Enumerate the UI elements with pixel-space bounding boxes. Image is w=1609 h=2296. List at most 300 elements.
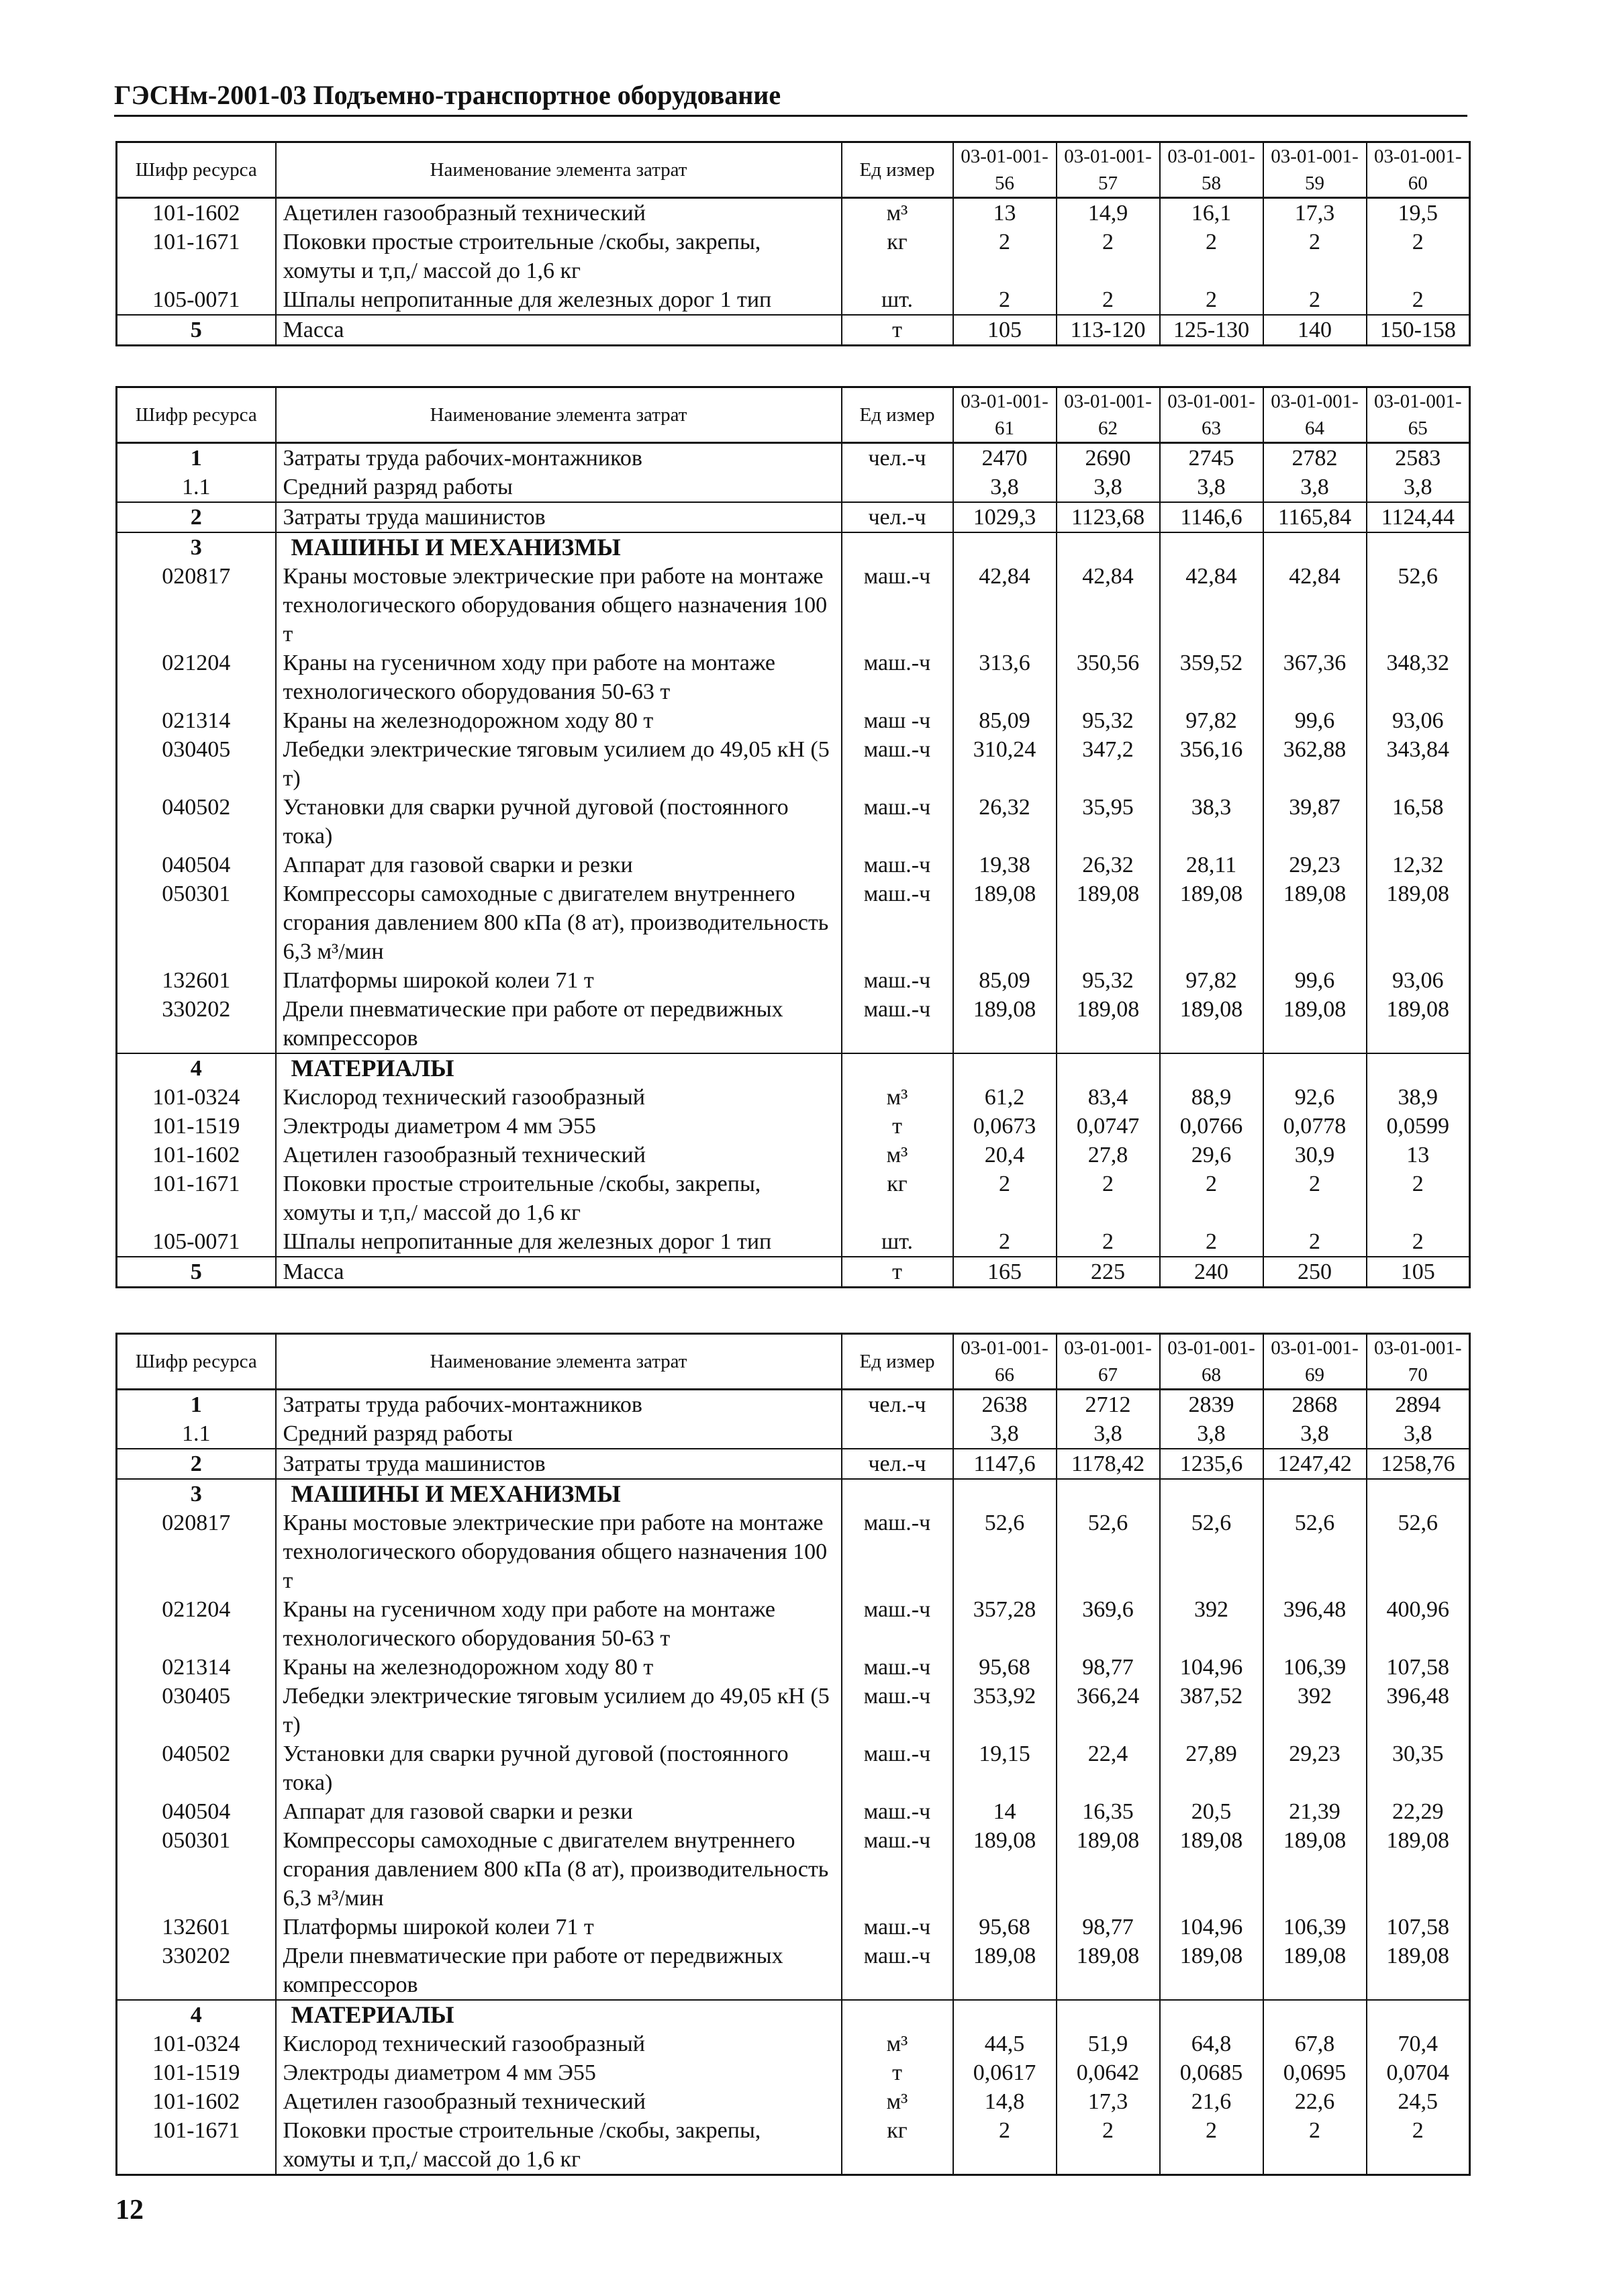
value-cell: 2 xyxy=(1057,285,1160,315)
value-cell xyxy=(1263,1053,1367,1083)
value-cell: 42,84 xyxy=(1057,562,1160,649)
table-row xyxy=(117,1449,1470,1479)
cost-item-name: Ацетилен газообразный технический xyxy=(276,1141,842,1169)
resource-code: 101-1519 xyxy=(117,1112,276,1141)
value-cell: 1124,44 xyxy=(1367,502,1470,532)
value-cell: 70,4 xyxy=(1367,2029,1470,2058)
header-code: Шифр ресурса xyxy=(117,1334,276,1390)
value-cell: 17,3 xyxy=(1057,2087,1160,2116)
table-row xyxy=(117,1797,1470,1826)
value-cell: 225 xyxy=(1057,1257,1160,1288)
value-cell: 189,08 xyxy=(1263,879,1367,966)
resource-code: 101-1602 xyxy=(117,1141,276,1169)
cost-item-name: Затраты труда машинистов xyxy=(276,502,842,532)
value-cell: 2 xyxy=(1367,228,1470,285)
value-cell: 19,38 xyxy=(953,851,1057,879)
resource-code: 101-1602 xyxy=(117,2087,276,2116)
value-cell: 1247,42 xyxy=(1263,1449,1367,1479)
value-cell: 52,6 xyxy=(1160,1509,1263,1595)
unit-of-measure: маш -ч xyxy=(842,706,953,735)
value-cell: 2 xyxy=(1263,1227,1367,1257)
value-cell: 0,0673 xyxy=(953,1112,1057,1141)
resource-code: 021204 xyxy=(117,1595,276,1653)
value-cell: 2 xyxy=(1057,1227,1160,1257)
value-cell: 0,0617 xyxy=(953,2058,1057,2087)
value-cell: 98,77 xyxy=(1057,1653,1160,1682)
resource-code: 1 xyxy=(117,443,276,473)
cost-item-name: Краны на гусеничном ходу при работе на монтаже технологического оборудования 50-63 т xyxy=(276,649,842,706)
unit-of-measure: маш.-ч xyxy=(842,879,953,966)
table-row xyxy=(117,1595,1470,1653)
value-cell: 104,96 xyxy=(1160,1653,1263,1682)
value-cell: 2894 xyxy=(1367,1390,1470,1420)
value-cell: 189,08 xyxy=(1367,879,1470,966)
value-cell xyxy=(1367,2000,1470,2029)
value-cell: 106,39 xyxy=(1263,1913,1367,1942)
value-cell: 2 xyxy=(1367,1169,1470,1227)
value-cell: 64,8 xyxy=(1160,2029,1263,2058)
value-cell: 189,08 xyxy=(953,1942,1057,2000)
value-cell: 26,32 xyxy=(953,793,1057,851)
resource-code: 050301 xyxy=(117,1826,276,1913)
unit-of-measure: м³ xyxy=(842,1141,953,1169)
header-col-code: 03-01-001-70 xyxy=(1367,1334,1470,1390)
table-row xyxy=(117,1913,1470,1942)
resource-code: 105-0071 xyxy=(117,1227,276,1257)
value-cell: 1235,6 xyxy=(1160,1449,1263,1479)
value-cell: 2 xyxy=(1057,228,1160,285)
resource-code: 2 xyxy=(117,1449,276,1479)
table-row xyxy=(117,1390,1470,1420)
value-cell: 392 xyxy=(1263,1682,1367,1739)
value-cell: 2 xyxy=(953,228,1057,285)
value-cell: 20,5 xyxy=(1160,1797,1263,1826)
unit-of-measure: шт. xyxy=(842,285,953,315)
value-cell: 2 xyxy=(1263,285,1367,315)
cost-item-name: Дрели пневматические при работе от передвижных компрессоров xyxy=(276,1942,842,2000)
cost-table-3 xyxy=(115,1333,1471,2176)
unit-of-measure: маш.-ч xyxy=(842,1595,953,1653)
unit-of-measure: м³ xyxy=(842,1083,953,1112)
value-cell: 1123,68 xyxy=(1057,502,1160,532)
resource-code: 1.1 xyxy=(117,1419,276,1449)
value-cell: 347,2 xyxy=(1057,735,1160,793)
resource-code: 3 xyxy=(117,532,276,562)
value-cell: 350,56 xyxy=(1057,649,1160,706)
value-cell: 2 xyxy=(1367,285,1470,315)
value-cell: 189,08 xyxy=(1263,1826,1367,1913)
value-cell: 150-158 xyxy=(1367,315,1470,346)
value-cell: 52,6 xyxy=(953,1509,1057,1595)
value-cell: 348,32 xyxy=(1367,649,1470,706)
cost-item-name: Ацетилен газообразный технический xyxy=(276,198,842,228)
unit-of-measure: чел.-ч xyxy=(842,1390,953,1420)
value-cell: 3,8 xyxy=(1263,1419,1367,1449)
cost-table-1 xyxy=(115,141,1471,346)
header-unit: Ед измер xyxy=(842,387,953,443)
resource-code: 101-1602 xyxy=(117,198,276,228)
table-row xyxy=(117,2087,1470,2116)
value-cell: 0,0642 xyxy=(1057,2058,1160,2087)
cost-item-name: Кислород технический газообразный xyxy=(276,2029,842,2058)
unit-of-measure: маш.-ч xyxy=(842,793,953,851)
value-cell: 52,6 xyxy=(1367,1509,1470,1595)
value-cell: 2 xyxy=(1160,2116,1263,2175)
unit-of-measure xyxy=(842,1053,953,1083)
resource-code: 020817 xyxy=(117,1509,276,1595)
resource-code: 5 xyxy=(117,1257,276,1288)
value-cell: 29,23 xyxy=(1263,1739,1367,1797)
value-cell: 16,58 xyxy=(1367,793,1470,851)
value-cell: 366,24 xyxy=(1057,1682,1160,1739)
value-cell: 1258,76 xyxy=(1367,1449,1470,1479)
value-cell: 38,9 xyxy=(1367,1083,1470,1112)
value-cell: 105 xyxy=(1367,1257,1470,1288)
header-col-code: 03-01-001-66 xyxy=(953,1334,1057,1390)
cost-item-name: Краны на железнодорожном ходу 80 т xyxy=(276,706,842,735)
unit-of-measure: чел.-ч xyxy=(842,443,953,473)
value-cell: 343,84 xyxy=(1367,735,1470,793)
value-cell: 310,24 xyxy=(953,735,1057,793)
value-cell: 313,6 xyxy=(953,649,1057,706)
resource-code: 021314 xyxy=(117,706,276,735)
value-cell: 44,5 xyxy=(953,2029,1057,2058)
value-cell: 29,6 xyxy=(1160,1141,1263,1169)
unit-of-measure: кг xyxy=(842,2116,953,2175)
value-cell: 98,77 xyxy=(1057,1913,1160,1942)
value-cell: 13 xyxy=(953,198,1057,228)
unit-of-measure: м³ xyxy=(842,198,953,228)
value-cell: 2 xyxy=(953,2116,1057,2175)
value-cell: 2 xyxy=(1057,2116,1160,2175)
table-row xyxy=(117,562,1470,649)
value-cell xyxy=(1160,1053,1263,1083)
table-row xyxy=(117,1141,1470,1169)
table-row xyxy=(117,1826,1470,1913)
value-cell: 189,08 xyxy=(1263,1942,1367,2000)
unit-of-measure xyxy=(842,1479,953,1509)
value-cell: 19,5 xyxy=(1367,198,1470,228)
value-cell: 12,32 xyxy=(1367,851,1470,879)
value-cell: 189,08 xyxy=(1160,1942,1263,2000)
value-cell: 105 xyxy=(953,315,1057,346)
value-cell: 189,08 xyxy=(953,879,1057,966)
unit-of-measure: маш.-ч xyxy=(842,851,953,879)
resource-code: 020817 xyxy=(117,562,276,649)
table-row xyxy=(117,851,1470,879)
value-cell: 2470 xyxy=(953,443,1057,473)
value-cell: 2 xyxy=(1160,1169,1263,1227)
value-cell: 85,09 xyxy=(953,966,1057,995)
cost-item-name: Краны мостовые электрические при работе на монтаже технологического оборудования общего назначения 100 т xyxy=(276,562,842,649)
table-row xyxy=(117,649,1470,706)
table-row xyxy=(117,966,1470,995)
value-cell: 95,68 xyxy=(953,1653,1057,1682)
value-cell: 88,9 xyxy=(1160,1083,1263,1112)
unit-of-measure: чел.-ч xyxy=(842,1449,953,1479)
unit-of-measure: шт. xyxy=(842,1227,953,1257)
page-header: ГЭСНм-2001-03 Подъемно-транспортное оборудование xyxy=(114,79,1467,117)
value-cell: 1146,6 xyxy=(1160,502,1263,532)
value-cell xyxy=(953,1053,1057,1083)
value-cell: 3,8 xyxy=(1367,473,1470,502)
header-name: Наименование элемента затрат xyxy=(276,1334,842,1390)
value-cell: 2712 xyxy=(1057,1390,1160,1420)
value-cell: 189,08 xyxy=(1057,1942,1160,2000)
value-cell: 0,0747 xyxy=(1057,1112,1160,1141)
value-cell: 2 xyxy=(1263,2116,1367,2175)
value-cell: 189,08 xyxy=(1367,1826,1470,1913)
cost-item-name: Краны на гусеничном ходу при работе на монтаже технологического оборудования 50-63 т xyxy=(276,1595,842,1653)
header-col-code: 03-01-001-67 xyxy=(1057,1334,1160,1390)
table-row xyxy=(117,735,1470,793)
value-cell xyxy=(953,1479,1057,1509)
value-cell: 353,92 xyxy=(953,1682,1057,1739)
unit-of-measure: т xyxy=(842,315,953,346)
value-cell: 362,88 xyxy=(1263,735,1367,793)
resource-code: 050301 xyxy=(117,879,276,966)
value-cell: 2 xyxy=(1160,1227,1263,1257)
value-cell xyxy=(1057,1053,1160,1083)
header-unit: Ед измер xyxy=(842,142,953,198)
value-cell xyxy=(1263,2000,1367,2029)
table-row xyxy=(117,502,1470,532)
cost-item-name: Установки для сварки ручной дуговой (постоянного тока) xyxy=(276,1739,842,1797)
unit-of-measure: кг xyxy=(842,1169,953,1227)
value-cell: 35,95 xyxy=(1057,793,1160,851)
value-cell: 359,52 xyxy=(1160,649,1263,706)
cost-item-name: Средний разряд работы xyxy=(276,473,842,502)
resource-code: 040502 xyxy=(117,793,276,851)
unit-of-measure: т xyxy=(842,1112,953,1141)
table-row xyxy=(117,1419,1470,1449)
value-cell: 26,32 xyxy=(1057,851,1160,879)
cost-item-name: Краны на железнодорожном ходу 80 т xyxy=(276,1653,842,1682)
value-cell: 2638 xyxy=(953,1390,1057,1420)
cost-item-name: Аппарат для газовой сварки и резки xyxy=(276,1797,842,1826)
value-cell: 21,39 xyxy=(1263,1797,1367,1826)
value-cell: 140 xyxy=(1263,315,1367,346)
cost-item-name: Компрессоры самоходные с двигателем внутреннего сгорания давлением 800 кПа (8 ат), производительность 6,3 м³/мин xyxy=(276,1826,842,1913)
value-cell: 27,8 xyxy=(1057,1141,1160,1169)
value-cell: 189,08 xyxy=(1367,1942,1470,2000)
value-cell: 17,3 xyxy=(1263,198,1367,228)
value-cell: 369,6 xyxy=(1057,1595,1160,1653)
table-row xyxy=(117,228,1470,285)
value-cell: 392 xyxy=(1160,1595,1263,1653)
value-cell: 0,0766 xyxy=(1160,1112,1263,1141)
section-title: МАТЕРИАЛЫ xyxy=(276,1053,842,1083)
cost-item-name: Электроды диаметром 4 мм Э55 xyxy=(276,2058,842,2087)
resource-code: 1.1 xyxy=(117,473,276,502)
value-cell: 2839 xyxy=(1160,1390,1263,1420)
value-cell: 28,11 xyxy=(1160,851,1263,879)
header-unit: Ед измер xyxy=(842,1334,953,1390)
value-cell: 95,32 xyxy=(1057,966,1160,995)
unit-of-measure: маш.-ч xyxy=(842,1797,953,1826)
cost-item-name: Краны мостовые электрические при работе на монтаже технологического оборудования общего назначения 100 т xyxy=(276,1509,842,1595)
value-cell: 29,23 xyxy=(1263,851,1367,879)
value-cell xyxy=(1367,1053,1470,1083)
value-cell: 38,3 xyxy=(1160,793,1263,851)
resource-code: 101-0324 xyxy=(117,2029,276,2058)
value-cell: 189,08 xyxy=(1263,995,1367,1053)
table-row xyxy=(117,1653,1470,1682)
resource-code: 030405 xyxy=(117,735,276,793)
cost-item-name: Масса xyxy=(276,315,842,346)
value-cell: 1147,6 xyxy=(953,1449,1057,1479)
cost-item-name: Электроды диаметром 4 мм Э55 xyxy=(276,1112,842,1141)
unit-of-measure: м³ xyxy=(842,2029,953,2058)
value-cell xyxy=(1160,2000,1263,2029)
unit-of-measure: т xyxy=(842,1257,953,1288)
cost-item-name: Ацетилен газообразный технический xyxy=(276,2087,842,2116)
value-cell: 367,36 xyxy=(1263,649,1367,706)
value-cell: 30,9 xyxy=(1263,1141,1367,1169)
value-cell: 97,82 xyxy=(1160,706,1263,735)
table-row xyxy=(117,706,1470,735)
unit-of-measure: маш.-ч xyxy=(842,1653,953,1682)
value-cell: 189,08 xyxy=(1160,879,1263,966)
value-cell: 14 xyxy=(953,1797,1057,1826)
table-row xyxy=(117,1509,1470,1595)
value-cell: 3,8 xyxy=(1367,1419,1470,1449)
header-col-code: 03-01-001-62 xyxy=(1057,387,1160,443)
section-title: МАТЕРИАЛЫ xyxy=(276,2000,842,2029)
value-cell: 3,8 xyxy=(1263,473,1367,502)
value-cell: 14,8 xyxy=(953,2087,1057,2116)
resource-code: 5 xyxy=(117,315,276,346)
value-cell: 30,35 xyxy=(1367,1739,1470,1797)
resource-code: 101-1671 xyxy=(117,228,276,285)
cost-item-name: Лебедки электрические тяговым усилием до 49,05 кН (5 т) xyxy=(276,735,842,793)
value-cell: 20,4 xyxy=(953,1141,1057,1169)
value-cell xyxy=(953,2000,1057,2029)
value-cell: 357,28 xyxy=(953,1595,1057,1653)
cost-item-name: Лебедки электрические тяговым усилием до 49,05 кН (5 т) xyxy=(276,1682,842,1739)
value-cell: 165 xyxy=(953,1257,1057,1288)
table-header-row xyxy=(117,142,1470,198)
table-row xyxy=(117,315,1470,346)
cost-item-name: Масса xyxy=(276,1257,842,1288)
cost-item-name: Дрели пневматические при работе от передвижных компрессоров xyxy=(276,995,842,1053)
resource-code: 105-0071 xyxy=(117,285,276,315)
cost-item-name: Затраты труда рабочих-монтажников xyxy=(276,443,842,473)
value-cell: 92,6 xyxy=(1263,1083,1367,1112)
value-cell: 113-120 xyxy=(1057,315,1160,346)
value-cell: 99,6 xyxy=(1263,966,1367,995)
unit-of-measure: маш.-ч xyxy=(842,1826,953,1913)
table-row xyxy=(117,1257,1470,1288)
value-cell: 107,58 xyxy=(1367,1913,1470,1942)
table-row xyxy=(117,198,1470,228)
value-cell: 3,8 xyxy=(1160,473,1263,502)
section-row xyxy=(117,1479,1470,1509)
unit-of-measure: маш.-ч xyxy=(842,649,953,706)
table-row xyxy=(117,1942,1470,2000)
cost-item-name: Установки для сварки ручной дуговой (постоянного тока) xyxy=(276,793,842,851)
header-name: Наименование элемента затрат xyxy=(276,142,842,198)
unit-of-measure: маш.-ч xyxy=(842,1509,953,1595)
value-cell: 125-130 xyxy=(1160,315,1263,346)
resource-code: 4 xyxy=(117,2000,276,2029)
value-cell: 13 xyxy=(1367,1141,1470,1169)
value-cell: 52,6 xyxy=(1367,562,1470,649)
unit-of-measure xyxy=(842,532,953,562)
header-code: Шифр ресурса xyxy=(117,387,276,443)
value-cell: 16,1 xyxy=(1160,198,1263,228)
header-col-code: 03-01-001-63 xyxy=(1160,387,1263,443)
value-cell: 3,8 xyxy=(1160,1419,1263,1449)
cost-item-name: Затраты труда машинистов xyxy=(276,1449,842,1479)
value-cell: 250 xyxy=(1263,1257,1367,1288)
header-col-code: 03-01-001-58 xyxy=(1160,142,1263,198)
resource-code: 3 xyxy=(117,1479,276,1509)
value-cell: 2 xyxy=(953,1227,1057,1257)
value-cell: 2782 xyxy=(1263,443,1367,473)
cost-item-name: Поковки простые строительные /скобы, закрепы, хомуты и т,п,/ массой до 1,6 кг xyxy=(276,2116,842,2175)
value-cell: 2690 xyxy=(1057,443,1160,473)
value-cell: 240 xyxy=(1160,1257,1263,1288)
header-code: Шифр ресурса xyxy=(117,142,276,198)
cost-item-name: Платформы широкой колеи 71 т xyxy=(276,966,842,995)
value-cell: 42,84 xyxy=(1160,562,1263,649)
cost-item-name: Шпалы непропитанные для железных дорог 1 тип xyxy=(276,285,842,315)
value-cell: 22,29 xyxy=(1367,1797,1470,1826)
value-cell xyxy=(1263,532,1367,562)
unit-of-measure: маш.-ч xyxy=(842,735,953,793)
header-col-code: 03-01-001-64 xyxy=(1263,387,1367,443)
table-row xyxy=(117,1227,1470,1257)
value-cell: 2 xyxy=(953,1169,1057,1227)
section-row xyxy=(117,1053,1470,1083)
resource-code: 132601 xyxy=(117,1913,276,1942)
value-cell: 22,6 xyxy=(1263,2087,1367,2116)
resource-code: 4 xyxy=(117,1053,276,1083)
value-cell: 95,68 xyxy=(953,1913,1057,1942)
cost-item-name: Платформы широкой колеи 71 т xyxy=(276,1913,842,1942)
unit-of-measure: маш.-ч xyxy=(842,562,953,649)
section-row xyxy=(117,532,1470,562)
value-cell: 19,15 xyxy=(953,1739,1057,1797)
resource-code: 132601 xyxy=(117,966,276,995)
value-cell: 0,0685 xyxy=(1160,2058,1263,2087)
cost-item-name: Поковки простые строительные /скобы, закрепы, хомуты и т,п,/ массой до 1,6 кг xyxy=(276,1169,842,1227)
table-row xyxy=(117,793,1470,851)
value-cell xyxy=(1160,532,1263,562)
value-cell: 2 xyxy=(1367,2116,1470,2175)
value-cell xyxy=(1367,1479,1470,1509)
header-col-code: 03-01-001-56 xyxy=(953,142,1057,198)
cost-item-name: Затраты труда рабочих-монтажников xyxy=(276,1390,842,1420)
section-row xyxy=(117,2000,1470,2029)
value-cell: 2583 xyxy=(1367,443,1470,473)
header-name: Наименование элемента затрат xyxy=(276,387,842,443)
value-cell: 189,08 xyxy=(1057,879,1160,966)
value-cell: 189,08 xyxy=(1057,1826,1160,1913)
value-cell xyxy=(1057,2000,1160,2029)
value-cell: 189,08 xyxy=(953,1826,1057,1913)
section-title: МАШИНЫ И МЕХАНИЗМЫ xyxy=(276,532,842,562)
value-cell: 189,08 xyxy=(1367,995,1470,1053)
resource-code: 030405 xyxy=(117,1682,276,1739)
unit-of-measure: маш.-ч xyxy=(842,1739,953,1797)
value-cell: 2 xyxy=(1367,1227,1470,1257)
unit-of-measure: маш.-ч xyxy=(842,1682,953,1739)
value-cell: 93,06 xyxy=(1367,706,1470,735)
resource-code: 040504 xyxy=(117,1797,276,1826)
value-cell: 52,6 xyxy=(1057,1509,1160,1595)
